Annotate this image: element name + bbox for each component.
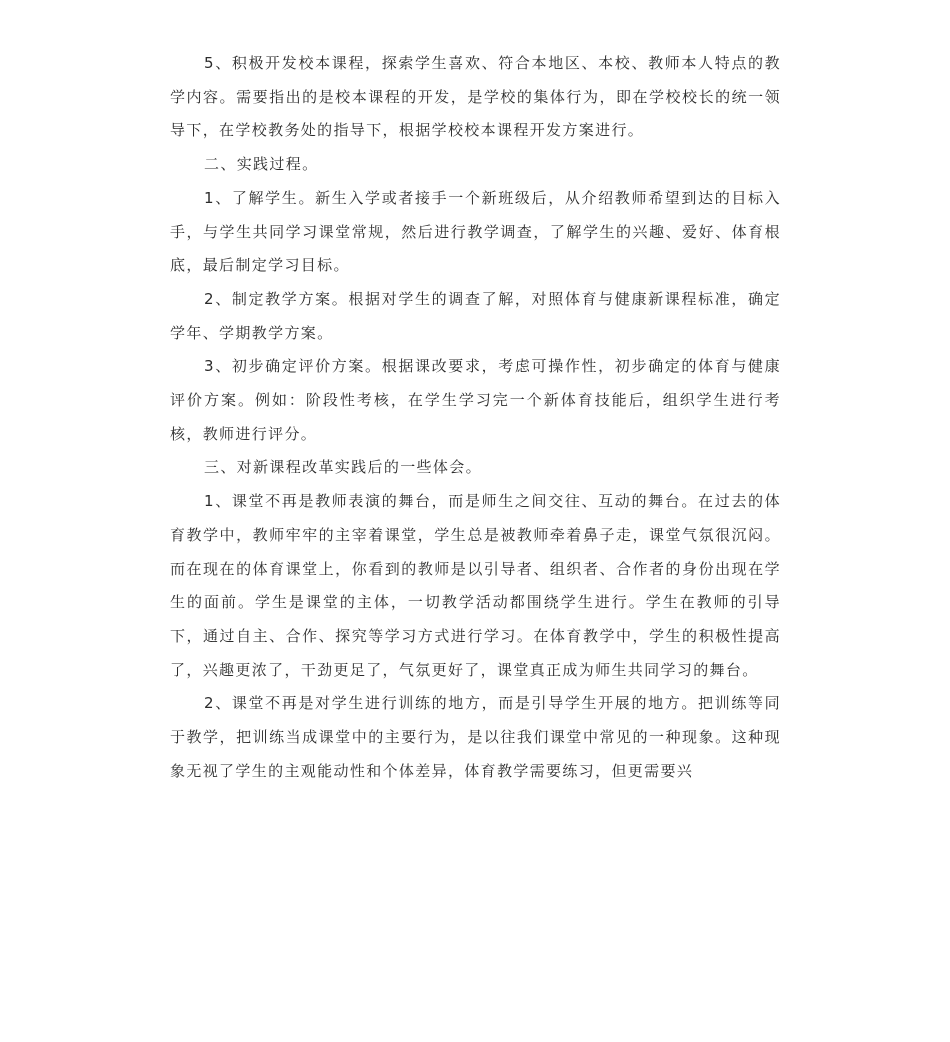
document-body [170,47,781,788]
paragraph-classroom-training: 2、课堂不再是对学生进行训练的地方，而是引导学生开展的地方。把训练等同于教学，把训练当成课堂中的主要行为，是以往我们课堂中常见的一种现象。这种现象无视了学生的主观能动性和个体差异，体育教学需要练习，但更需要兴 [170,694,781,780]
paragraph-classroom-stage: 1、课堂不再是教师表演的舞台，而是师生之间交往、互动的舞台。在过去的体育教学中，教师牢牢的主宰着课堂，学生总是被教师牵着鼻子走，课堂气氛很沉闷。而在现在的体育课堂上，你看到的教师是以引导者、组织者、合作者的身份出现在学生的面前。学生是课堂的主体，一切教学活动都围绕学生进行。学生在教师的引导下，通过自主、合作、探究等学习方式进行学习。在体育教学中，学生的积极性提高了，兴趣更浓了，干劲更足了，气氛更好了，课堂真正成为师生共同学习的舞台。 [170,492,781,679]
paragraph-teaching-plan: 2、制定教学方案。根据对学生的调查了解，对照体育与健康新课程标准，确定学年、学期教学方案。 [170,289,781,342]
paragraph-understand-students: 1、了解学生。新生入学或者接手一个新班级后，从介绍教师希望到达的目标入手，与学生共同学习课堂常规，然后进行教学调查，了解学生的兴趣、爱好、体育根底，最后制定学习目标。 [170,188,781,275]
heading-reflections: 三、对新课程改革实践后的一些体会。 [204,458,482,477]
paragraph-evaluation-plan: 3、初步确定评价方案。根据课改要求，考虑可操作性，初步确定的体育与健康评价方案。例如：阶段性考核，在学生学习完一个新体育技能后，组织学生进行考核，教师进行评分。 [170,357,781,443]
paragraph-school-curriculum: 5、积极开发校本课程，探索学生喜欢、符合本地区、本校、教师本人特点的教学内容。需要指出的是校本课程的开发，是学校的集体行为，即在学校校长的统一领导下，在学校教务处的指导下，根据学校校本课程开发方案进行。 [170,54,781,140]
heading-practice-process: 二、实践过程。 [204,155,319,174]
